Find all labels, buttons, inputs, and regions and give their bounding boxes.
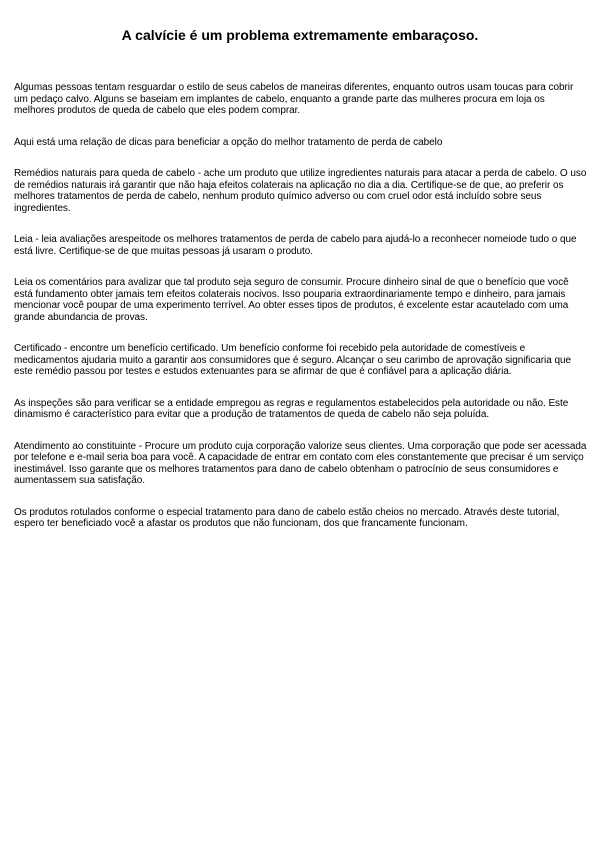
document-title: A calvície é um problema extremamente embaraçoso. (121, 27, 479, 43)
paragraph-conclusion: Os produtos rotulados conforme o especial tratamento para dano de cabelo estão cheios no mercado. Através deste tutorial, espero ter beneficiado você a afastar os produtos que não funcionam, dos que francamente funcionam. (14, 506, 560, 529)
paragraph-certified: Certificado - encontre um benefício certificado. Um benefício conforme foi recebido pela autoridade de comestíveis e medicamentos ajudaria muito a garantir aos consumidores que é seguro. Alcançar o seu carimbo de aprovação significaria que este remédio passou por testes e estudos extenuantes para se afirmar de que é confiável para a aplicação diária. (14, 343, 571, 377)
paragraph-intro: Algumas pessoas tentam resguardar o estilo de seus cabelos de maneiras diferentes, enquanto outros usam toucas para cobrir um pedaço calvo. Alguns se baseiam em implantes de cabelo, enquanto a grande parte das mulheres procura em loja os melhores produtos de queda de cabelo que eles podem comprar. (14, 82, 574, 116)
paragraph-natural-remedies: Remédios naturais para queda de cabelo - ache um produto que utilize ingredientes naturais para atacar a perda de cabelo. O uso de remédios naturais irá garantir que não haja efeitos colaterais na aplicação no dia a dia. Certifique-se de que, ao preferir os melhores tratamentos de perda de cabelo, nenhum produto químico adverso ou com cruel odor está incluído sobre seus ingredientes. (14, 168, 587, 214)
paragraph-inspections: As inspeções são para verificar se a entidade empregou as regras e regulamentos estabelecidos pela autoridade ou não. Este dinamismo é característico para evitar que a produção de tratamentos de queda de cabelo não seja poluída. (14, 397, 569, 420)
paragraph-customer-service: Atendimento ao constituinte - Procure um produto cuja corporação valorize seus clientes. Uma corporação que pode ser acessada por telefone e e-mail seria boa para você. A capacidade de entrar em contato com eles constantemente que precisar é um serviço inestimável. Isso garante que os melhores tratamentos para dano de cabelo obtenham o patrocínio de seus consumidores e aumentassem sua satisfação. (14, 440, 587, 486)
paragraph-read-reviews: Leia - leia avaliações arespeitode os melhores tratamentos de perda de cabelo para ajudá-lo a reconhecer nomeiode tudo o que está livre. Certifique-se de que muitas pessoas já usaram o produto. (14, 234, 577, 257)
paragraph-tips-heading: Aqui está uma relação de dicas para beneficiar a opção do melhor tratamento de perda de cabelo (14, 136, 443, 148)
paragraph-read-comments: Leia os comentários para avalizar que tal produto seja seguro de consumir. Procure dinheiro sinal de que o benefício que você está fundamento obter jamais tem efeitos colaterais nocivos. Isso pouparia extraordinariamente tempo e dinheiro, para jamais mencionar você poupar de uma experimento terrível. Ao obter esses tipos de produtos, é excelente estar acautelado com uma grande abundancia de provas. (14, 277, 569, 323)
document-body (14, 82, 588, 550)
